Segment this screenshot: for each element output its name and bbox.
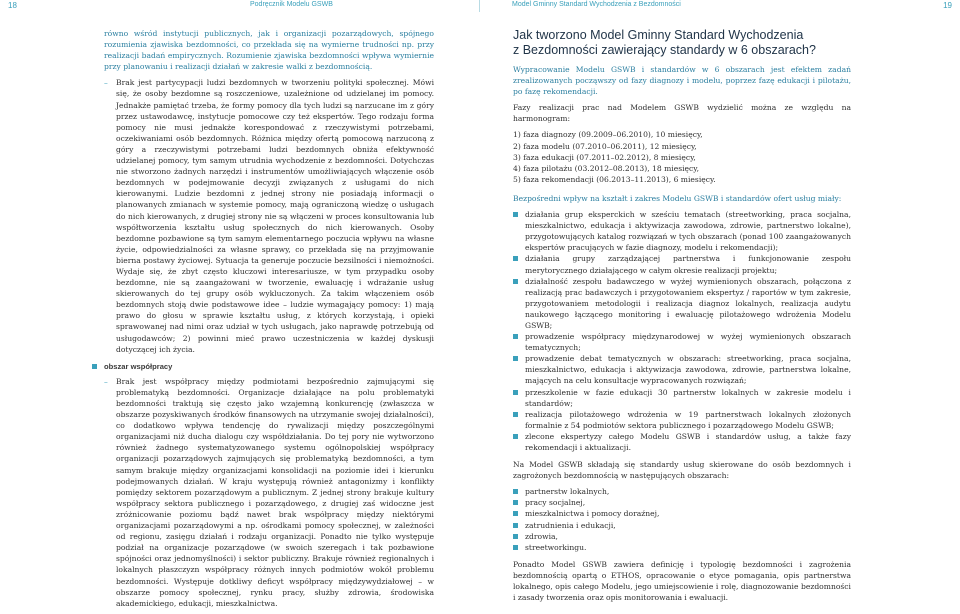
left-column bbox=[104, 28, 434, 614]
phase-item: 3) faza edukacji (07.2011–02.2012), 8 miesięcy, bbox=[513, 152, 696, 162]
area-item: zdrowia, bbox=[513, 531, 851, 542]
section-heading-cooperation bbox=[92, 361, 434, 372]
right-page-number: 19 bbox=[943, 1, 952, 10]
square-bullet-icon bbox=[513, 334, 518, 339]
phases-list bbox=[513, 129, 851, 184]
area-item: mieszkalnictwa i pomocy doraźnej, bbox=[513, 508, 851, 519]
action-item: działania grupy zarządzającej partnerstwa i funkcjonowanie zespołu merytorycznego działającego w całym okresie realizacji projektu; bbox=[513, 253, 851, 275]
left-paragraph-2: – Brak jest partycypacji ludzi bezdomnych w tworzeniu polityki społecznej. Mówi się, że osoby bezdomne są roszczeniowe, uzależnione od udzielanej im pomocy. Jednakże pamiętać trzeba, że formy pomocy dla tych ludzi są narzucane im z góry przez ustawodawcę, instytucje pomocowe czy też ekspertów. Tego rodzaju forma pomocy nie musi jednakże korespondować z rzeczywistymi potrzebami, oczekiwaniami osób bezdomnych. Różnica między ofertą pomocową narzuconą z góry a rzeczywistymi potrzebami ludzi bezdomnych obniża efektywność udzielanej pomocy, tym samym utrudnia wychodzenie z bezdomności. Dotychczas nie stworzono żadnych narzędzi i instrumentów umożliwiających włączenie osób bezdomnych w podejmowanie decyzji związanych z usługami do nich kierowanymi. Ludzie bezdomni z jednej strony nie posiadają informacji o planowanych zmianach w systemie pomocy, mają ograniczoną wiedzę o usługach do nich kierowanych, z drugiej strony nie są włączeni w proces konsultowania lub współtworzenia kształtu usług społecznych do nich kierowanych. Osoby bezdomne pozbawione są tym samym elementarnego poczucia wpływu na własne życie, odpowiedzialności za własne sprawy, co przekłada się na przyjmowanie bierna postawy życiowej. Sytuacja ta generuje poczucie bezsilności i niemożności. Wydaje się, że zbyt często kluczowi interesariusze, w tym przypadku osoby bezdomne, nie są zaangażowani w tworzenie, ewaluację i wdrażanie usług skierowanych do tej grupy osób wykluczonych. Za takim włączeniem osób bezdomnych stoją dwie podstawowe idee – ludzie wymagający pomocy: 1) mają prawo do głosu w sprawie kształtu usług, z których korzystają, i opieki sprawowanej nad nimi oraz udział w tych usługach, jako naprawdę potrzebują od usługodawców; 2) powinni mieć prawo uczestniczenia w każdej dyskusji dotyczącej ich życia. bbox=[104, 77, 434, 354]
areas-list bbox=[513, 486, 851, 553]
area-item: streetworkingu. bbox=[513, 542, 851, 553]
phases-intro: Fazy realizacji prac nad Modelem GSWB wydzielić można ze względu na harmonogram: bbox=[513, 103, 851, 124]
square-bullet-icon bbox=[513, 500, 518, 505]
phase-item: 5) faza rekomendacji (06.2013–11.2013), 6 miesięcy. bbox=[513, 174, 716, 184]
square-bullet-icon bbox=[513, 256, 518, 261]
square-bullet-icon bbox=[513, 412, 518, 417]
phase-item: 2) faza modelu (07.2010–06.2011), 12 miesięcy, bbox=[513, 141, 697, 151]
square-bullet-icon bbox=[513, 390, 518, 395]
square-bullet-icon bbox=[92, 364, 97, 369]
right-page-header bbox=[480, 0, 960, 12]
gswb-intro: Na Model GSWB składają się standardy usług skierowane do osób bezdomnych i zagrożonych bezdomnością w następujących obszarach: bbox=[513, 460, 851, 481]
left-paragraph-3: – Brak jest współpracy między podmiotami bezpośrednio zajmującymi się problematyką bezdomności. Organizacje działające na polu problematyki bezdomności traktują się często jako wzajemną konkurencję (zwłaszcza w obszarze pozyskiwanych środków finansowych na utrzymanie swojej działalności), co dodatkowo wpływa tendencję do rywalizacji między poszczególnymi organizacjami niż ducha dialogu czy współdziałania. Do tej pory nie wytworzono również żadnego systematyzowanego systemu ogólnopolskiej współpracy organizacji pozarządowych zajmujących się problematyką bezdomności, a tym samym brakuje między organizacjami konsolidacji na poziomie idei i kierunku podejmowanych działań. W kraju występują również antagonizmy i konflikty pomiędzy sektorem pozarządowym a publicznym. Z jednej strony brakuje kultury współpracy sektora publicznego i pozarządowego, z drugiej zaś widoczne jest zróżnicowanie poziomu bądź nawet brak współpracy między niektórymi organizacjami pozarządowymi a np. ośrodkami pomocy społecznej, w zależności od regionu, zasięgu działań i rodzaju organizacji. Ponadto nie tylko występuje podział na organizacje pozarządowe (w swoich szeregach i tak pozbawione spójności oraz jednomyślności) i sektor publiczny. Brakuje również regionalnych i lokalnych płaszczyzn współpracy różnych innych podmiotów wokół problemu bezdomności. Występuje dotkliwy deficyt współpracy międzywydziałowej – w obszarze pomocy społecznej, rynku pracy, służby zdrowia, środowiska akademickiego, edukacji, mieszkalnictwa. bbox=[104, 376, 434, 609]
area-item: pracy socjalnej, bbox=[513, 497, 851, 508]
action-item: prowadzenie debat tematycznych w obszarach: streetworking, praca socjalna, mieszkalnictwo, edukacja i aktywizacja zawodowa, zdrowie, partnerstwa lokalne, mających na celu konsultacje wypracowanych rozwiązań; bbox=[513, 353, 851, 386]
heading-line-2: z Bezdomności zawierający standardy w 6 obszarach? bbox=[513, 43, 816, 57]
square-bullet-icon bbox=[513, 523, 518, 528]
heading-line-1: Jak tworzono Model Gminny Standard Wychodzenia bbox=[513, 28, 804, 42]
intro-paragraph: Wypracowanie Modelu GSWB i standardów w 6 obszarach jest efektem zadań zrealizowanych począwszy od fazy diagnozy i modelu, poprzez fazę edukacji i pilotażu, po fazę rekomendacji. bbox=[513, 65, 851, 97]
left-page-number: 18 bbox=[8, 1, 17, 10]
square-bullet-icon bbox=[513, 534, 518, 539]
closing-paragraph: Ponadto Model GSWB zawiera definicję i typologię bezdomności i zagrożenia bezdomnością opartą o ETHOS, opracowanie o etyce pomagania, opis partnerstwa lokalnego, opis całego Modelu, jego umiejscowienie i rolę, diagnozowanie bezdomności i zasady tworzenia oraz opis monitorowania i ewaluacji. bbox=[513, 559, 851, 603]
action-item: zlecone ekspertyzy całego Modelu GSWB i standardów usług, a także fazy rekomendacji i aktualizacji. bbox=[513, 431, 851, 453]
actions-intro: Bezpośredni wpływ na kształt i zakres Modelu GSWB i standardów ofert usług miały: bbox=[513, 193, 842, 203]
square-bullet-icon bbox=[513, 511, 518, 516]
left-paragraph-1: równo wśród instytucji publicznych, jak i organizacji pozarządowych, spójnego rozumienia zjawiska bezdomności, co przekłada się na wymierne trudności np. przy realizacji badań empirycznych. Rozumienie zjawiska bezdomności wpływa wymiernie przy planowaniu i realizacji działań w zakresie walki z bezdomnością. bbox=[104, 29, 434, 72]
left-running-title: Podręcznik Modelu GSWB bbox=[250, 1, 333, 8]
left-page-header bbox=[0, 0, 480, 12]
action-item: przeszkolenie w fazie edukacji 30 partnerstw lokalnych w zakresie modelu i standardów; bbox=[513, 387, 851, 409]
section-heading-text: obszar współpracy bbox=[104, 361, 173, 371]
square-bullet-icon bbox=[513, 434, 518, 439]
square-bullet-icon bbox=[513, 212, 518, 217]
action-item: działania grup eksperckich w sześciu tematach (streetworking, praca socjalna, mieszkalnictwo, edukacja i aktywizacja zawodowa, zdrowie, partnerstwo lokalne), przygotowujących katalog rozwiązań w tych obszarach (ponad 100 zaangażowanych ekspertów pracujących w fazie diagnozy, modelu i rekomendacji); bbox=[513, 209, 851, 253]
square-bullet-icon bbox=[513, 279, 518, 284]
action-item: prowadzenie współpracy międzynarodowej w wyżej wymienionych obszarach tematycznych; bbox=[513, 331, 851, 353]
action-item: realizacja pilotażowego wdrożenia w 19 partnerstwach lokalnych złożonych formalnie z 54 podmiotów sektora publicznego i pozarządowego Modelu GSWB; bbox=[513, 409, 851, 431]
right-running-title: Model Gminny Standard Wychodzenia z Bezdomności bbox=[512, 1, 681, 8]
action-item: działalność zespołu badawczego w wyżej wymienionych obszarach, połączona z realizacją prac badawczych i przygotowaniem ekspertyz / raportów w tym zakresie, przygotowaniem metodologii i realizacja diagnoz lokalnych, realizacja audytu naukowego łączącego monitoring i ewaluację pilotażowego wdrożenia Modelu GSWB; bbox=[513, 276, 851, 331]
square-bullet-icon bbox=[513, 489, 518, 494]
phase-item: 1) faza diagnozy (09.2009–06.2010), 10 miesięcy, bbox=[513, 130, 703, 140]
phase-item: 4) faza pilotażu (03.2012–08.2013), 18 miesięcy, bbox=[513, 163, 699, 173]
right-column bbox=[513, 28, 851, 608]
square-bullet-icon bbox=[513, 356, 518, 361]
area-item: zatrudnienia i edukacji, bbox=[513, 520, 851, 531]
area-item: partnerstw lokalnych, bbox=[513, 486, 851, 497]
actions-list bbox=[513, 209, 851, 453]
square-bullet-icon bbox=[513, 545, 518, 550]
right-heading bbox=[513, 28, 851, 58]
